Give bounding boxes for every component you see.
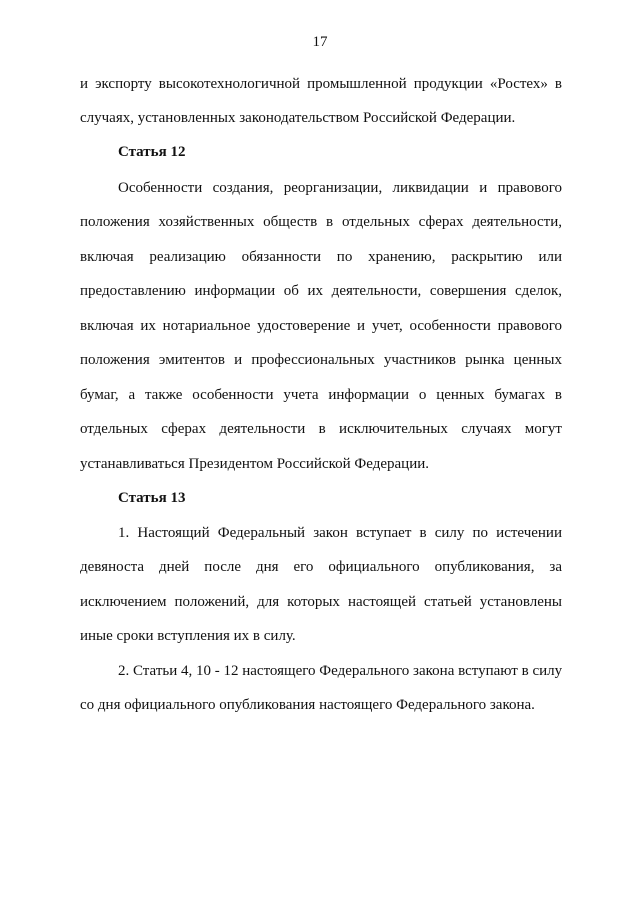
article-12-heading: Статья 12 bbox=[118, 144, 186, 160]
intro-line-1: и экспорту высокотехнологичной промышленной продукции «Ростех» в bbox=[80, 76, 562, 92]
article-12-line-8: отдельных сферах деятельности в исключительных случаях могут bbox=[80, 421, 562, 437]
article-12-line-7: бумаг, а также особенности учета информации о ценных бумагах в bbox=[80, 387, 562, 403]
article-13-p1-line-2: девяноста дней после дня его официального опубликования, за bbox=[80, 559, 562, 575]
article-12-line-3: включая реализацию обязанности по хранению, раскрытию или bbox=[80, 249, 562, 265]
article-12-line-9: устанавливаться Президентом Российской Федерации. bbox=[80, 456, 430, 472]
article-13-heading: Статья 13 bbox=[118, 490, 186, 506]
article-12-line-4: предоставлению информации об их деятельности, совершения сделок, bbox=[80, 283, 562, 299]
article-12-line-5: включая их нотариальное удостоверение и учет, особенности правового bbox=[80, 318, 562, 334]
article-13-p1-line-1: 1. Настоящий Федеральный закон вступает в силу по истечении bbox=[118, 525, 562, 541]
article-12-line-1: Особенности создания, реорганизации, ликвидации и правового bbox=[118, 180, 562, 196]
article-13-p1-line-4: иные сроки вступления их в силу. bbox=[80, 628, 296, 644]
page-number: 17 bbox=[312, 34, 328, 50]
article-13-p2-line-2: со дня официального опубликования настоящего Федерального закона. bbox=[80, 697, 535, 713]
article-12-line-2: положения хозяйственных обществ в отдельных сферах деятельности, bbox=[80, 214, 562, 230]
article-12-line-6: положения эмитентов и профессиональных участников рынка ценных bbox=[80, 352, 562, 368]
article-13-p1-line-3: исключением положений, для которых настоящей статьей установлены bbox=[80, 594, 562, 610]
intro-line-2: случаях, установленных законодательством Российской Федерации. bbox=[80, 110, 516, 126]
article-13-p2-line-1: 2. Статьи 4, 10 - 12 настоящего Федерального закона вступают в силу bbox=[118, 663, 562, 679]
